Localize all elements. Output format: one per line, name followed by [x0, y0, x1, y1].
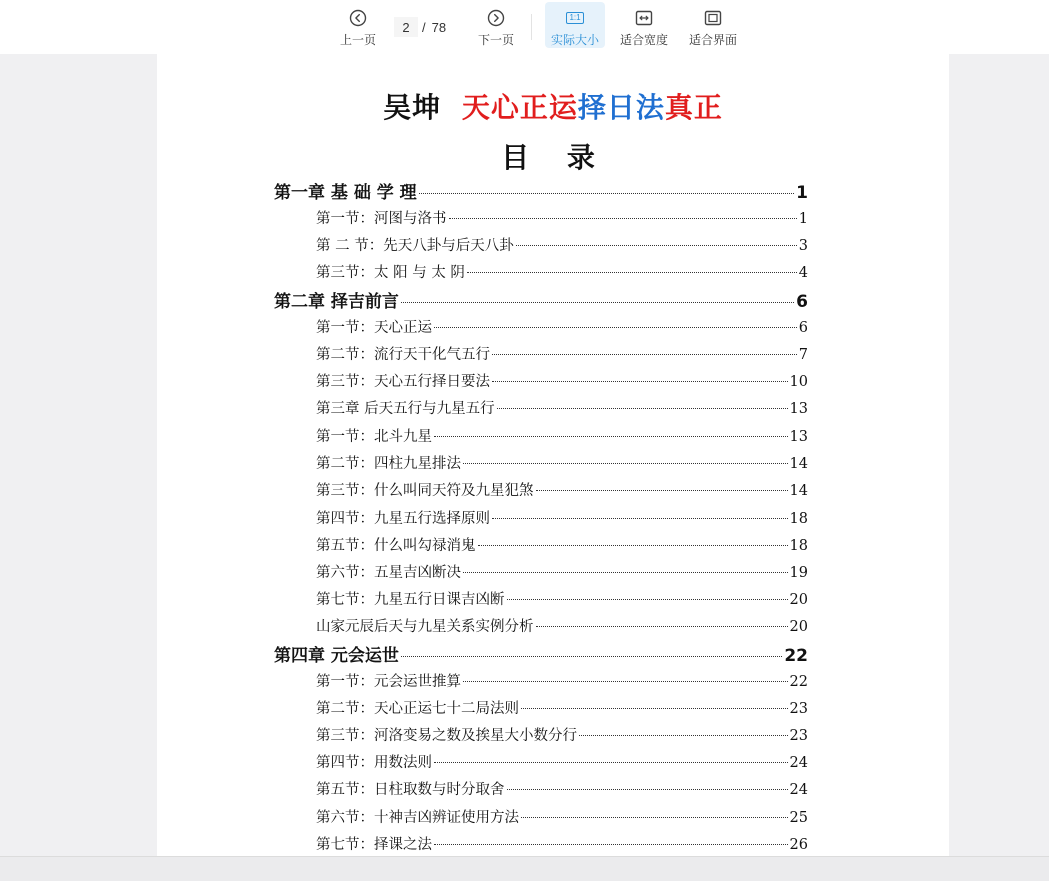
- toc-entry-title: 第七节：择课之法: [316, 837, 432, 853]
- toc-entry-page-number: 14: [789, 483, 808, 499]
- toc-dot-leader: [521, 816, 788, 818]
- toc-chapter-entry[interactable]: [274, 287, 808, 312]
- prev-page-button[interactable]: [336, 2, 380, 48]
- toolbar-divider: [531, 14, 532, 40]
- toc-entry-page-number: 23: [789, 701, 808, 717]
- fit-width-button[interactable]: [614, 2, 674, 48]
- toc-dot-leader: [434, 435, 788, 437]
- toc-dot-leader: [419, 192, 794, 194]
- fit-page-button[interactable]: [683, 2, 743, 48]
- next-page-button[interactable]: [474, 2, 518, 48]
- toc-entry-page-number: 22: [784, 646, 808, 666]
- toc-section-entry[interactable]: [316, 697, 808, 718]
- toc-dot-leader: [478, 544, 788, 546]
- toc-entry-page-number: 10: [789, 374, 808, 390]
- toc-chapter-entry[interactable]: [274, 178, 808, 203]
- chevron-right-circle-icon: [487, 6, 505, 29]
- toc-section-entry[interactable]: [316, 751, 808, 772]
- toc-entry-title: 第二章 择吉前言: [274, 292, 399, 312]
- fit-page-label: 适合界面: [688, 33, 737, 47]
- toc-entry-page-number: 20: [789, 592, 808, 608]
- toc-chapter-entry[interactable]: [274, 641, 808, 666]
- toc-section-entry[interactable]: [316, 588, 808, 609]
- fit-width-label: 适合宽度: [619, 33, 668, 47]
- toc-section-entry[interactable]: [316, 425, 808, 446]
- toc-entry-page-number: 18: [789, 511, 808, 527]
- toc-entry-title: 第二节：四柱九星排法: [316, 456, 461, 472]
- toc-entry-page-number: 18: [789, 538, 808, 554]
- toc-entry-title: 第五节：日柱取数与时分取舍: [316, 782, 505, 798]
- toc-section-entry[interactable]: [316, 724, 808, 745]
- toc-entry-title: 第一节：天心正运: [316, 320, 432, 336]
- toc-entry-title: 第 二 节：先天八卦与后天八卦: [316, 238, 514, 254]
- toc-dot-leader: [463, 462, 788, 464]
- toc-section-entry[interactable]: [316, 370, 808, 391]
- toc-dot-leader: [507, 598, 788, 600]
- toc-dot-leader: [492, 353, 797, 355]
- page-indicator: [394, 16, 460, 38]
- toc-entry-title: 第三节：什么叫同天符及九星犯煞: [316, 483, 534, 499]
- current-page-input[interactable]: [394, 17, 418, 37]
- toc-section-entry[interactable]: [316, 806, 808, 827]
- toc-entry-page-number: 13: [789, 429, 808, 445]
- viewer-toolbar: [0, 0, 1049, 54]
- toc-section-entry[interactable]: [316, 452, 808, 473]
- toc-section-entry[interactable]: [316, 479, 808, 500]
- toc-entry-title: 第三节：太 阳 与 太 阴: [316, 265, 465, 281]
- toc-entry-title: 第七节：九星五行日课吉凶断: [316, 592, 505, 608]
- toc-dot-leader: [401, 301, 794, 303]
- toc-entry-title: 第二节：天心正运七十二局法则: [316, 701, 519, 717]
- toc-entry-title: 第六节：十神吉凶辨证使用方法: [316, 810, 519, 826]
- toc-dot-leader: [463, 680, 788, 682]
- toc-dot-leader: [497, 407, 788, 409]
- toc-entry-page-number: 24: [789, 782, 808, 798]
- toc-entry-page-number: 20: [789, 619, 808, 635]
- toc-dot-leader: [507, 788, 788, 790]
- total-pages: 78: [431, 19, 447, 35]
- toc-dot-leader: [516, 244, 797, 246]
- toc-entry-title: 第四节：用数法则: [316, 755, 432, 771]
- toc-dot-leader: [579, 734, 788, 736]
- toc-section-entry[interactable]: [316, 615, 808, 636]
- toc-heading: 目 录: [501, 141, 609, 174]
- toc-section-entry[interactable]: [316, 234, 808, 255]
- toc-dot-leader: [434, 843, 788, 845]
- toc-section-entry[interactable]: [316, 561, 808, 582]
- fit-width-icon: [635, 6, 653, 29]
- toc-entry-title: 第一章 基 础 学 理: [274, 183, 417, 203]
- toc-section-entry[interactable]: [316, 316, 808, 337]
- toc-dot-leader: [521, 707, 788, 709]
- toc-entry-page-number: 3: [798, 238, 808, 254]
- toc-entry-title: 第四节：九星五行选择原则: [316, 511, 490, 527]
- toc-entry-page-number: 6: [796, 292, 808, 312]
- actual-size-button[interactable]: [545, 2, 605, 48]
- toc-entry-page-number: 14: [789, 456, 808, 472]
- toc-entry-page-number: 24: [789, 755, 808, 771]
- document-title: [0, 86, 1049, 126]
- toc-entry-page-number: 7: [798, 347, 808, 363]
- next-page-label: 下一页: [477, 33, 514, 47]
- fit-page-icon: [704, 6, 722, 29]
- toc-dot-leader: [492, 380, 788, 382]
- toc-entry-title: 第三章 后天五行与九星五行: [316, 401, 495, 417]
- toc-dot-leader: [434, 326, 797, 328]
- toc-entry-title: 第二节：流行天干化气五行: [316, 347, 490, 363]
- actual-size-label: 实际大小: [550, 33, 599, 47]
- toc-entry-title: 第六节：五星吉凶断决: [316, 565, 461, 581]
- title-part-3: 真正: [664, 91, 723, 124]
- toc-dot-leader: [536, 625, 788, 627]
- toc-dot-leader: [434, 761, 788, 763]
- toc-section-entry[interactable]: [316, 207, 808, 228]
- page-separator: /: [422, 19, 426, 35]
- toc-section-entry[interactable]: [316, 261, 808, 282]
- toc-dot-leader: [449, 217, 797, 219]
- bottom-status-bar: [0, 856, 1049, 881]
- toc-entry-title: 第一节：北斗九星: [316, 429, 432, 445]
- toc-entry-page-number: 19: [789, 565, 808, 581]
- toc-entry-title: 第三节：天心五行择日要法: [316, 374, 490, 390]
- toc-section-entry[interactable]: [316, 778, 808, 799]
- toc-entry-page-number: 1: [796, 183, 808, 203]
- toc-section-entry[interactable]: [316, 507, 808, 528]
- title-part-2: 择日法: [577, 91, 665, 124]
- toc-dot-leader: [536, 489, 788, 491]
- toc-entry-page-number: 4: [798, 265, 808, 281]
- toc-entry-page-number: 22: [789, 674, 808, 690]
- toc-entry-title: 第四章 元会运世: [274, 646, 399, 666]
- toc-entry-title: 第一节：元会运世推算: [316, 674, 461, 690]
- prev-page-label: 上一页: [339, 33, 376, 47]
- toc-section-entry[interactable]: [316, 833, 808, 854]
- toc-dot-leader: [467, 271, 797, 273]
- toc-dot-leader: [463, 571, 788, 573]
- toc-section-entry[interactable]: [316, 397, 808, 418]
- toc-dot-leader: [401, 655, 782, 657]
- toc-entry-page-number: 1: [798, 211, 808, 227]
- toc-section-entry[interactable]: [316, 534, 808, 555]
- toc-entry-title: 第五节：什么叫勾禄消鬼: [316, 538, 476, 554]
- toc-entry-page-number: 26: [789, 837, 808, 853]
- title-part-1: 天心正运: [461, 91, 578, 124]
- title-author: 吴坤: [383, 91, 442, 124]
- toc-section-entry[interactable]: [316, 343, 808, 364]
- toc-entry-title: 第三节：河洛变易之数及挨星大小数分行: [316, 728, 577, 744]
- toc-entry-page-number: 23: [789, 728, 808, 744]
- toc-entry-page-number: 13: [789, 401, 808, 417]
- toc-section-entry[interactable]: [316, 670, 808, 691]
- toc-dot-leader: [492, 517, 788, 519]
- toc-entry-title: 第一节：河图与洛书: [316, 211, 447, 227]
- actual-size-icon: 1:1: [566, 6, 583, 29]
- toc-entry-title: 山家元辰后天与九星关系实例分析: [316, 619, 534, 635]
- toc-entry-page-number: 6: [798, 320, 808, 336]
- toc-entry-page-number: 25: [789, 810, 808, 826]
- chevron-left-circle-icon: [349, 6, 367, 29]
